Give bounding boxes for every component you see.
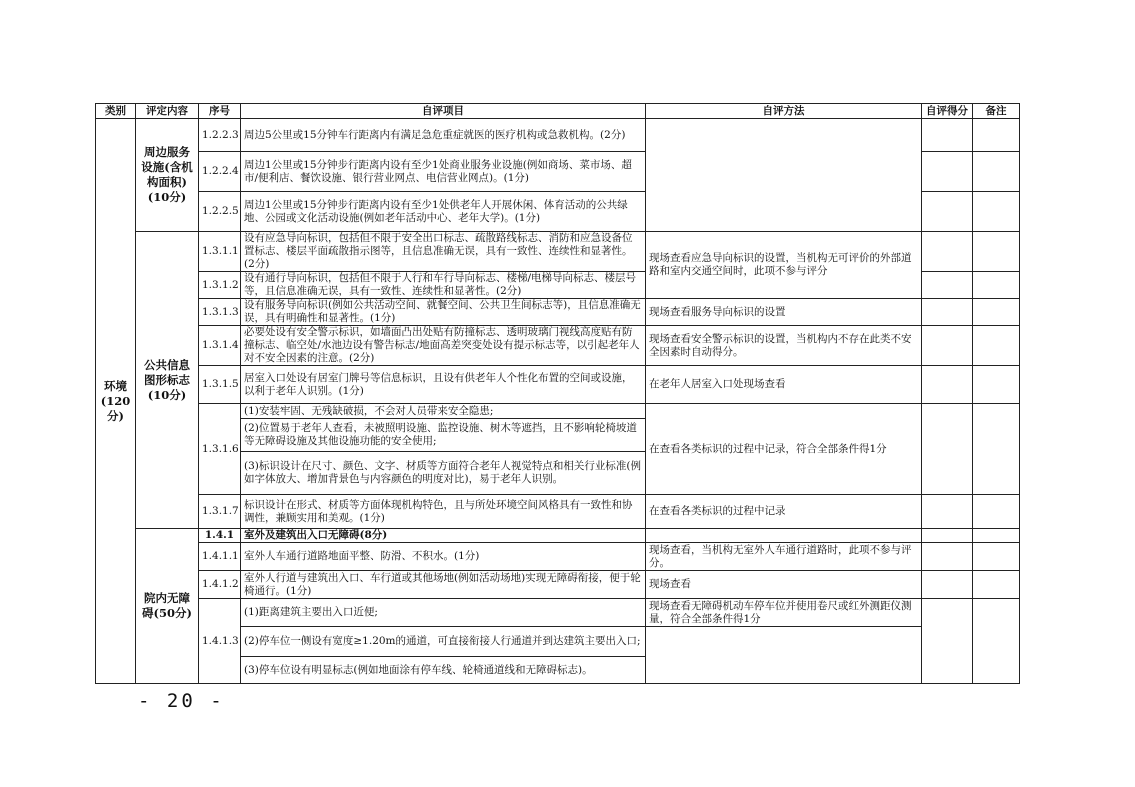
- note-cell[interactable]: [973, 119, 1020, 152]
- score-cell[interactable]: [922, 571, 973, 599]
- project-cell: (1)安装牢固、无残缺破损，不会对人员带来安全隐患;: [241, 404, 646, 419]
- score-cell[interactable]: [922, 366, 973, 404]
- table-header-row: [96, 104, 1020, 119]
- section-public-signage: 公共信息 图形标志 (10分): [136, 232, 199, 529]
- score-cell[interactable]: [922, 599, 973, 684]
- note-cell[interactable]: [973, 404, 1020, 495]
- score-cell[interactable]: [922, 232, 973, 272]
- table-row: [96, 299, 1020, 326]
- project-cell: 周边1公里或15分钟步行距离内设有至少1处商业服务业设施(例如商场、菜市场、超市/便利店、餐饮设施、银行营业网点、电信营业网点)。(1分): [241, 152, 646, 192]
- project-cell: 标识设计在形式、材质等方面体现机构特色，且与所处环境空间风格具有一致性和协调性，兼顾实用和美观。(1分): [241, 495, 646, 529]
- header-item: 评定内容: [136, 104, 199, 119]
- score-cell[interactable]: [922, 192, 973, 232]
- table-row: [96, 119, 1020, 152]
- project-cell: 必要处设有安全警示标识，如墙面凸出处贴有防撞标志、透明玻璃门视线高度贴有防撞标志、临空处/水池边设有警告标志/地面高差突变处设有提示标志等，以引起老年人对不安全因素的注意。(2分): [241, 326, 646, 366]
- project-cell: 居室入口处设有居室门牌号等信息标识，且设有供老年人个性化布置的空间或设施，以利于老年人识别。(1分): [241, 366, 646, 404]
- page-number: - 20 -: [138, 690, 225, 712]
- header-method: 自评方法: [646, 104, 922, 119]
- project-cell: 设有服务导向标识(例如公共活动空间、就餐空间、公共卫生间标志等)，且信息准确无误，具有明确性和显著性。(1分): [241, 299, 646, 326]
- method-cell: 现场查看: [646, 571, 922, 599]
- seq-cell: 1.3.1.1: [199, 232, 241, 272]
- project-cell: (3)标识设计在尺寸、颜色、文字、材质等方面符合老年人视觉特点和相关行业标准(例如字体放大、增加背景色与内容颜色的明度对比)，易于老年人识别。: [241, 452, 646, 495]
- table-row: [96, 326, 1020, 366]
- header-note: 备注: [973, 104, 1020, 119]
- note-cell[interactable]: [973, 571, 1020, 599]
- method-cell: [646, 529, 922, 543]
- header-category: 类别: [96, 104, 136, 119]
- method-cell: 现场查看服务导向标识的设置: [646, 299, 922, 326]
- method-cell: 在查看各类标识的过程中记录，符合全部条件得1分: [646, 404, 922, 495]
- note-cell[interactable]: [973, 192, 1020, 232]
- table-row: [96, 404, 1020, 419]
- project-cell: (2)停车位一侧设有宽度≥1.20m的通道，可直接衔接人行通道并到达建筑主要出入口;: [241, 627, 646, 657]
- table-row: [96, 495, 1020, 529]
- note-cell[interactable]: [973, 299, 1020, 326]
- project-cell: 周边5公里或15分钟车行距离内有满足急危重症就医的医疗机构或急救机构。(2分): [241, 119, 646, 152]
- seq-cell: 1.2.2.5: [199, 192, 241, 232]
- project-cell: 设有通行导向标识，包括但不限于人行和车行导向标志、楼梯/电梯导向标志、楼层号等，且信息准确无误，具有一致性、连续性和显著性。(2分): [241, 272, 646, 299]
- note-cell[interactable]: [973, 599, 1020, 684]
- project-cell: (3)停车位设有明显标志(例如地面涂有停车线、轮椅通道线和无障碍标志)。: [241, 657, 646, 684]
- header-score: 自评得分: [922, 104, 973, 119]
- note-cell[interactable]: [973, 152, 1020, 192]
- score-cell[interactable]: [922, 119, 973, 152]
- header-project: 自评项目: [241, 104, 646, 119]
- self-evaluation-table: [95, 103, 1020, 684]
- method-cell: 现场查看安全警示标识的设置，当机构内不存在此类不安全因素时自动得分。: [646, 326, 922, 366]
- seq-cell: 1.3.1.2: [199, 272, 241, 299]
- note-cell[interactable]: [973, 366, 1020, 404]
- score-cell[interactable]: [922, 404, 973, 495]
- section-surrounding-facilities: 周边服务 设施(含机 构面积) (10分): [136, 119, 199, 232]
- score-cell[interactable]: [922, 272, 973, 299]
- project-cell: (1)距离建筑主要出入口近便;: [241, 599, 646, 627]
- seq-cell: 1.3.1.6: [199, 404, 241, 495]
- seq-cell: 1.3.1.4: [199, 326, 241, 366]
- table-row: [96, 571, 1020, 599]
- score-cell[interactable]: [922, 543, 973, 571]
- score-cell[interactable]: [922, 529, 973, 543]
- project-cell: 室外人车通行道路地面平整、防滑、不积水。(1分): [241, 543, 646, 571]
- table-row: [96, 543, 1020, 571]
- project-cell: 设有应急导向标识，包括但不限于安全出口标志、疏散路线标志、消防和应急设备位置标志、楼层平面疏散指示图等，且信息准确无误，具有一致性、连续性和显著性。(2分): [241, 232, 646, 272]
- category-cell: 环境 (120 分): [96, 119, 136, 684]
- score-cell[interactable]: [922, 495, 973, 529]
- subheading-cell: 室外及建筑出入口无障碍(8分): [241, 529, 646, 543]
- table-row: [96, 529, 1020, 543]
- method-cell: 在老年人居室入口处现场查看: [646, 366, 922, 404]
- seq-cell: 1.4.1: [199, 529, 241, 543]
- score-cell[interactable]: [922, 299, 973, 326]
- method-cell: 现场查看，当机构无室外人车通行道路时，此项不参与评分。: [646, 543, 922, 571]
- table-row: [96, 232, 1020, 272]
- score-cell[interactable]: [922, 326, 973, 366]
- method-cell: [646, 627, 922, 684]
- seq-cell: 1.3.1.3: [199, 299, 241, 326]
- section-barrier-free: 院内无障 碍(50分): [136, 529, 199, 684]
- method-cell: [646, 119, 922, 232]
- score-cell[interactable]: [922, 152, 973, 192]
- method-cell: 现场查看无障碍机动车停车位并使用卷尺或红外测距仪测量，符合全部条件得1分: [646, 599, 922, 627]
- seq-cell: 1.3.1.5: [199, 366, 241, 404]
- table-row: [96, 599, 1020, 627]
- note-cell[interactable]: [973, 529, 1020, 543]
- project-cell: 周边1公里或15分钟步行距离内设有至少1处供老年人开展休闲、体育活动的公共绿地、公园或文化活动设施(例如老年活动中心、老年大学)。(1分): [241, 192, 646, 232]
- seq-cell: 1.4.1.1: [199, 543, 241, 571]
- project-cell: (2)位置易于老年人查看，未被照明设施、监控设施、树木等遮挡，且不影响轮椅坡道等无障碍设施及其他设施功能的安全使用;: [241, 419, 646, 452]
- method-cell: 现场查看应急导向标识的设置，当机构无可评价的外部道路和室内交通空间时，此项不参与评分: [646, 232, 922, 299]
- project-cell: 室外人行道与建筑出入口、车行道或其他场地(例如活动场地)实现无障碍衔接，便于轮椅通行。(1分): [241, 571, 646, 599]
- seq-cell: 1.2.2.4: [199, 152, 241, 192]
- note-cell[interactable]: [973, 326, 1020, 366]
- table-row: [96, 366, 1020, 404]
- seq-cell: 1.2.2.3: [199, 119, 241, 152]
- note-cell[interactable]: [973, 272, 1020, 299]
- seq-cell: 1.4.1.2: [199, 571, 241, 599]
- note-cell[interactable]: [973, 232, 1020, 272]
- header-seq: 序号: [199, 104, 241, 119]
- note-cell[interactable]: [973, 543, 1020, 571]
- seq-cell: 1.4.1.3: [199, 599, 241, 684]
- note-cell[interactable]: [973, 495, 1020, 529]
- seq-cell: 1.3.1.7: [199, 495, 241, 529]
- method-cell: 在查看各类标识的过程中记录: [646, 495, 922, 529]
